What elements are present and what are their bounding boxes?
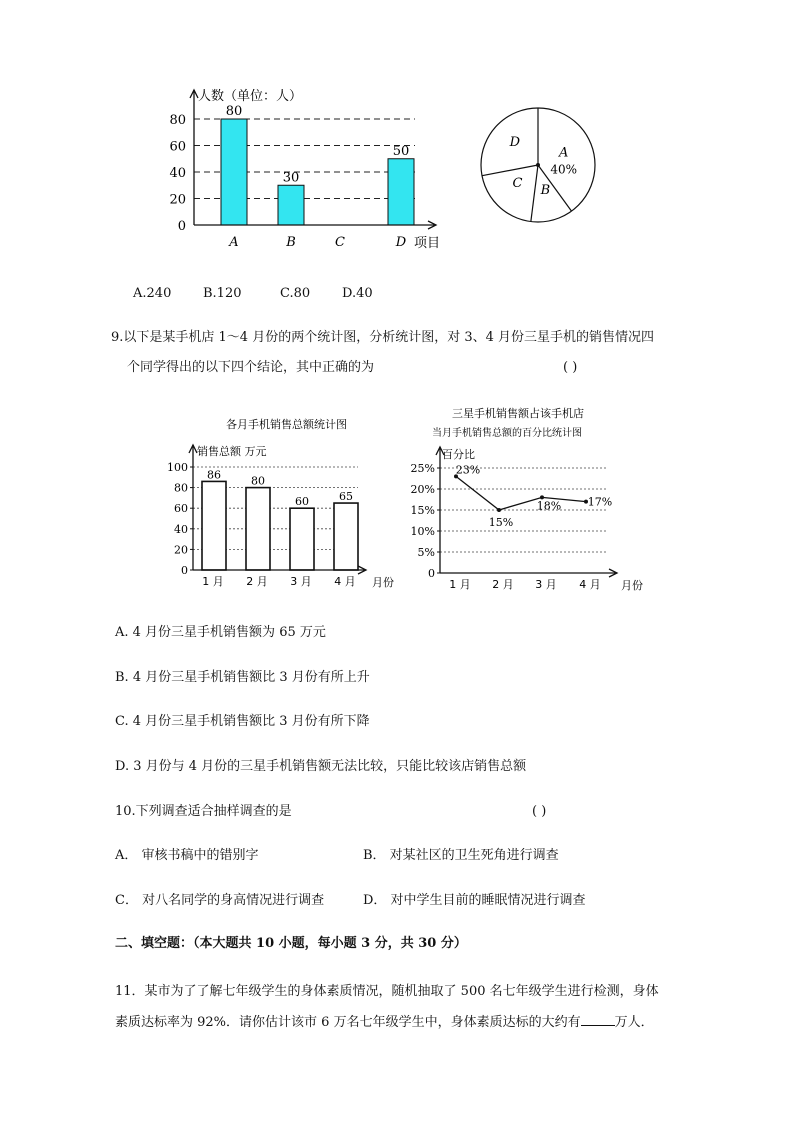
c3-value-label-1: 86 [207, 468, 221, 482]
q8-option-d: D.40 [342, 286, 373, 301]
c4-x-axis-label: 月份 [621, 579, 643, 592]
c1-y-label: 人数（单位：人） [198, 89, 303, 104]
section-heading: 二、填空题：（本大题共 10 小题，每小题 3 分，共 30 分） [115, 936, 467, 951]
c1-y-tick-2: 40 [169, 166, 186, 181]
c4-y-tick-0: 0 [428, 567, 435, 580]
c3-x-tick-4: 4 月 [334, 575, 356, 588]
c3-bar-1 [202, 481, 226, 570]
c4-title-line2: 当月手机销售总额的百分比统计图 [432, 428, 582, 439]
q8-option-c: C.80 [280, 286, 311, 301]
c4-x-tick-3: 3 月 [535, 578, 557, 591]
q11-line1: 11．某市为了了解七年级学生的身体素质情况，随机抽取了 500 名七年级学生进行检测，身体 [115, 984, 659, 999]
q10-option-c: C． 对八名同学的身高情况进行调查 [115, 893, 325, 908]
pie-percent-A: 40% [550, 162, 578, 177]
q10-option-d: D． 对中学生目前的睡眠情况进行调查 [363, 893, 586, 908]
c3-y-tick-5: 100 [167, 461, 188, 474]
q9-option-b: B. 4 月份三星手机销售额比 3 月份有所上升 [115, 670, 370, 685]
q10-option-a: A． 审核书稿中的错别字 [115, 848, 259, 863]
c1-y-tick-3: 60 [169, 139, 186, 155]
c1-value-label-A: 80 [225, 104, 243, 119]
c1-y-tick-4: 80 [169, 113, 186, 128]
c3-y-tick-2: 40 [174, 522, 188, 536]
q10-stem: 10.下列调查适合抽样调查的是 [115, 804, 292, 819]
pie-label-D: D [509, 134, 521, 150]
c1-value-label-D: 50 [392, 143, 410, 159]
c1-x-tick-C: C [335, 235, 345, 250]
c4-y-tick-2: 10% [410, 525, 435, 538]
q8-option-b: B.120 [203, 286, 242, 301]
q11-line2-after: 万人． [614, 1015, 654, 1030]
c3-y-tick-4: 80 [174, 481, 188, 495]
c4-title-line1: 三星手机销售额占该手机店 [452, 407, 584, 420]
q9-option-a: A. 4 月份三星手机销售额为 65 万元 [115, 625, 326, 640]
c3-bar-4 [334, 503, 358, 570]
pie-label-B: B [540, 183, 551, 199]
c4-value-label-2: 15% [488, 516, 514, 529]
c3-bar-2 [246, 488, 270, 570]
q11-line2-before: 素质达标率为 92%．请你估计该市 6 万名七年级学生中，身体素质达标的大约有 [115, 1015, 581, 1030]
c4-value-label-3: 18% [536, 499, 562, 513]
q10-paren: ( ) [532, 804, 547, 819]
c3-value-label-2: 80 [251, 474, 265, 488]
c4-value-label-4: 17% [587, 495, 613, 509]
c1-x-tick-D: D [395, 235, 407, 250]
pie-center-dot [536, 163, 540, 167]
q8-pie-chart [470, 100, 620, 230]
pie-label-A: A [558, 145, 569, 161]
c1-x-tick-A: A [229, 235, 239, 250]
c4-y-tick-4: 20% [410, 483, 435, 496]
c3-y-tick-1: 20 [174, 543, 188, 557]
c4-point-2 [497, 508, 501, 512]
c3-x-tick-2: 2 月 [246, 575, 268, 588]
c4-x-tick-1: 1 月 [449, 578, 471, 591]
q9-stem-line2: 个同学得出的以下四个结论，其中正确的为 [127, 360, 375, 375]
q9-line-chart [410, 403, 665, 598]
q8-bar-chart [160, 80, 450, 260]
c3-title: 各月手机销售总额统计图 [226, 418, 347, 431]
q10-option-b: B． 对某社区的卫生死角进行调查 [363, 848, 559, 863]
c4-y-tick-1: 5% [417, 546, 435, 559]
q11-answer-blank[interactable] [581, 1013, 615, 1026]
q11-line2 [115, 1013, 654, 1032]
q9-bar-chart [160, 408, 405, 593]
c4-x-tick-4: 4 月 [579, 578, 601, 591]
q8-option-a: A.240 [133, 286, 172, 301]
q9-option-d: D. 3 月份与 4 月份的三星手机销售额无法比较，只能比较该店销售总额 [115, 759, 527, 774]
c3-y-tick-3: 60 [174, 502, 188, 516]
c3-bar-3 [290, 508, 314, 570]
c1-x-axis-label: 项目 [414, 236, 441, 251]
c4-value-label-1: 23% [455, 463, 481, 477]
c4-y-tick-3: 15% [410, 504, 435, 517]
c3-y-label: 销售总额 万元 [197, 445, 267, 458]
c1-bar-B [278, 185, 304, 225]
q9-option-c: C. 4 月份三星手机销售额比 3 月份有所下降 [115, 714, 370, 729]
c1-y-tick-1: 20 [169, 192, 186, 208]
q9-paren: ( ) [563, 360, 578, 375]
c3-value-label-4: 65 [339, 490, 353, 504]
c4-y-label: 百分比 [442, 448, 475, 461]
c1-y-tick-0: 0 [177, 219, 186, 234]
c3-y-tick-0: 0 [181, 564, 188, 577]
c4-x-tick-2: 2 月 [492, 578, 514, 591]
c4-series-line [456, 476, 586, 513]
pie-label-C: C [512, 175, 523, 191]
c1-bar-A [221, 119, 247, 225]
c3-x-tick-1: 1 月 [202, 575, 224, 588]
c1-bar-D [388, 159, 414, 225]
c4-y-tick-5: 25% [410, 462, 435, 475]
c3-value-label-3: 60 [295, 495, 309, 509]
c3-x-tick-3: 3 月 [290, 575, 312, 588]
q9-stem-line1: 9.以下是某手机店 1～4 月份的两个统计图，分析统计图，对 3、4 月份三星手机的销售情况四 [111, 330, 655, 345]
c3-x-axis-label: 月份 [372, 576, 394, 589]
c1-x-tick-B: B [286, 235, 296, 250]
c1-value-label-B: 30 [282, 170, 300, 186]
